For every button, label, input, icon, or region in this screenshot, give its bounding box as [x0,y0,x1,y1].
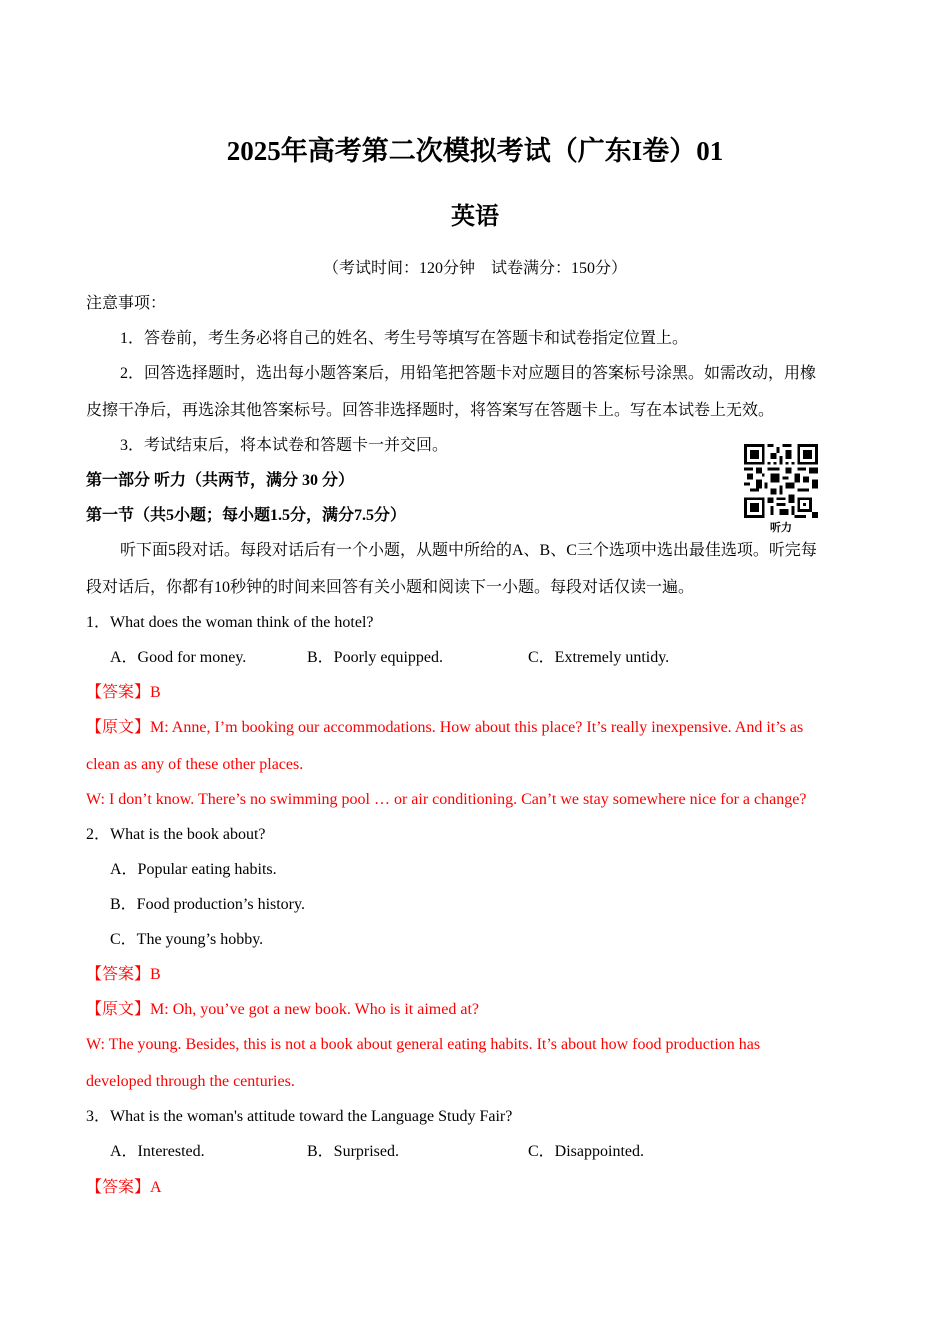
question-3-options [110,1142,710,1162]
q1-transcript-text: M: Anne, I’m booking our accommodations. How about this place? It’s really inexpensive. And it’s as [150,719,804,736]
q3-option-c: C．Disappointed. [528,1143,644,1160]
section1-heading: 第一节（共5小题；每小题1.5分，满分7.5分） [86,507,407,524]
q2-option-c: C．The young’s hobby. [110,931,264,948]
q3-answer: 【答案】A [86,1179,162,1196]
q1-transcript-label: 【原文】 [86,719,151,736]
q2-option-b: B．Food production’s history. [110,896,305,913]
exam-info: （考试时间：120分钟 试卷满分：150分） [322,260,627,277]
q2-transcript-label: 【原文】 [86,1001,151,1018]
exam-title: 2025年高考第二次模拟考试（广东I卷）01 [226,136,724,166]
q2-option-a: A．Popular eating habits. [110,861,277,878]
q2-transcript-text: M: Oh, you’ve got a new book. Who is it aimed at? [150,1001,479,1018]
note-item-1: 1．答卷前，考生务必将自己的姓名、考生号等填写在答题卡和试卷指定位置上。 [120,330,689,347]
q3-option-a: A．Interested. [110,1143,205,1160]
qr-code-icon [740,444,822,518]
instructions-line-1: 听下面5段对话。每段对话后有一个小题，从题中所给的A、B、C三个选项中选出最佳选项。听完每 [120,542,817,559]
question-1: 1．What does the woman think of the hotel? [86,614,374,631]
q2-transcript-line-1 [86,1000,479,1020]
subject-title: 英语 [451,204,499,230]
q3-option-b: B．Surprised. [307,1143,400,1160]
notes-heading: 注意事项： [86,295,167,312]
q1-transcript-line-1 [86,718,803,738]
qr-label: 听力 [770,521,792,534]
q2-transcript-line-3: developed through the centuries. [86,1073,295,1090]
q1-option-a: A．Good for money. [110,649,247,666]
q2-transcript-line-2: W: The young. Besides, this is not a book about general eating habits. It’s about how food production has [86,1036,761,1053]
note-item-2-line-1: 2．回答选择题时，选出每小题答案后，用铅笔把答题卡对应题目的答案标号涂黑。如需改动，用橡 [120,365,817,382]
q2-answer: 【答案】B [86,966,161,983]
note-item-2-line-2: 皮擦干净后，再选涂其他答案标号。回答非选择题时，将答案写在答题卡上。写在本试卷上无效。 [86,402,775,419]
q1-answer: 【答案】B [86,684,161,701]
q1-transcript-line-3: W: I don’t know. There’s no swimming pool … or air conditioning. Can’t we stay somewhere nice for a change? [86,791,807,808]
note-item-3: 3．考试结束后，将本试卷和答题卡一并交回。 [120,437,449,454]
q1-transcript-line-2: clean as any of these other places. [86,756,304,773]
part1-heading: 第一部分 听力（共两节，满分 30 分） [86,472,355,489]
q1-option-b: B．Poorly equipped. [307,649,443,666]
question-1-options [110,648,710,668]
question-3: 3．What is the woman's attitude toward the Language Study Fair? [86,1108,513,1125]
question-2: 2．What is the book about? [86,826,266,843]
q1-option-c: C．Extremely untidy. [528,649,670,666]
instructions-line-2: 段对话后，你都有10秒钟的时间来回答有关小题和阅读下一小题。每段对话仅读一遍。 [86,579,695,596]
